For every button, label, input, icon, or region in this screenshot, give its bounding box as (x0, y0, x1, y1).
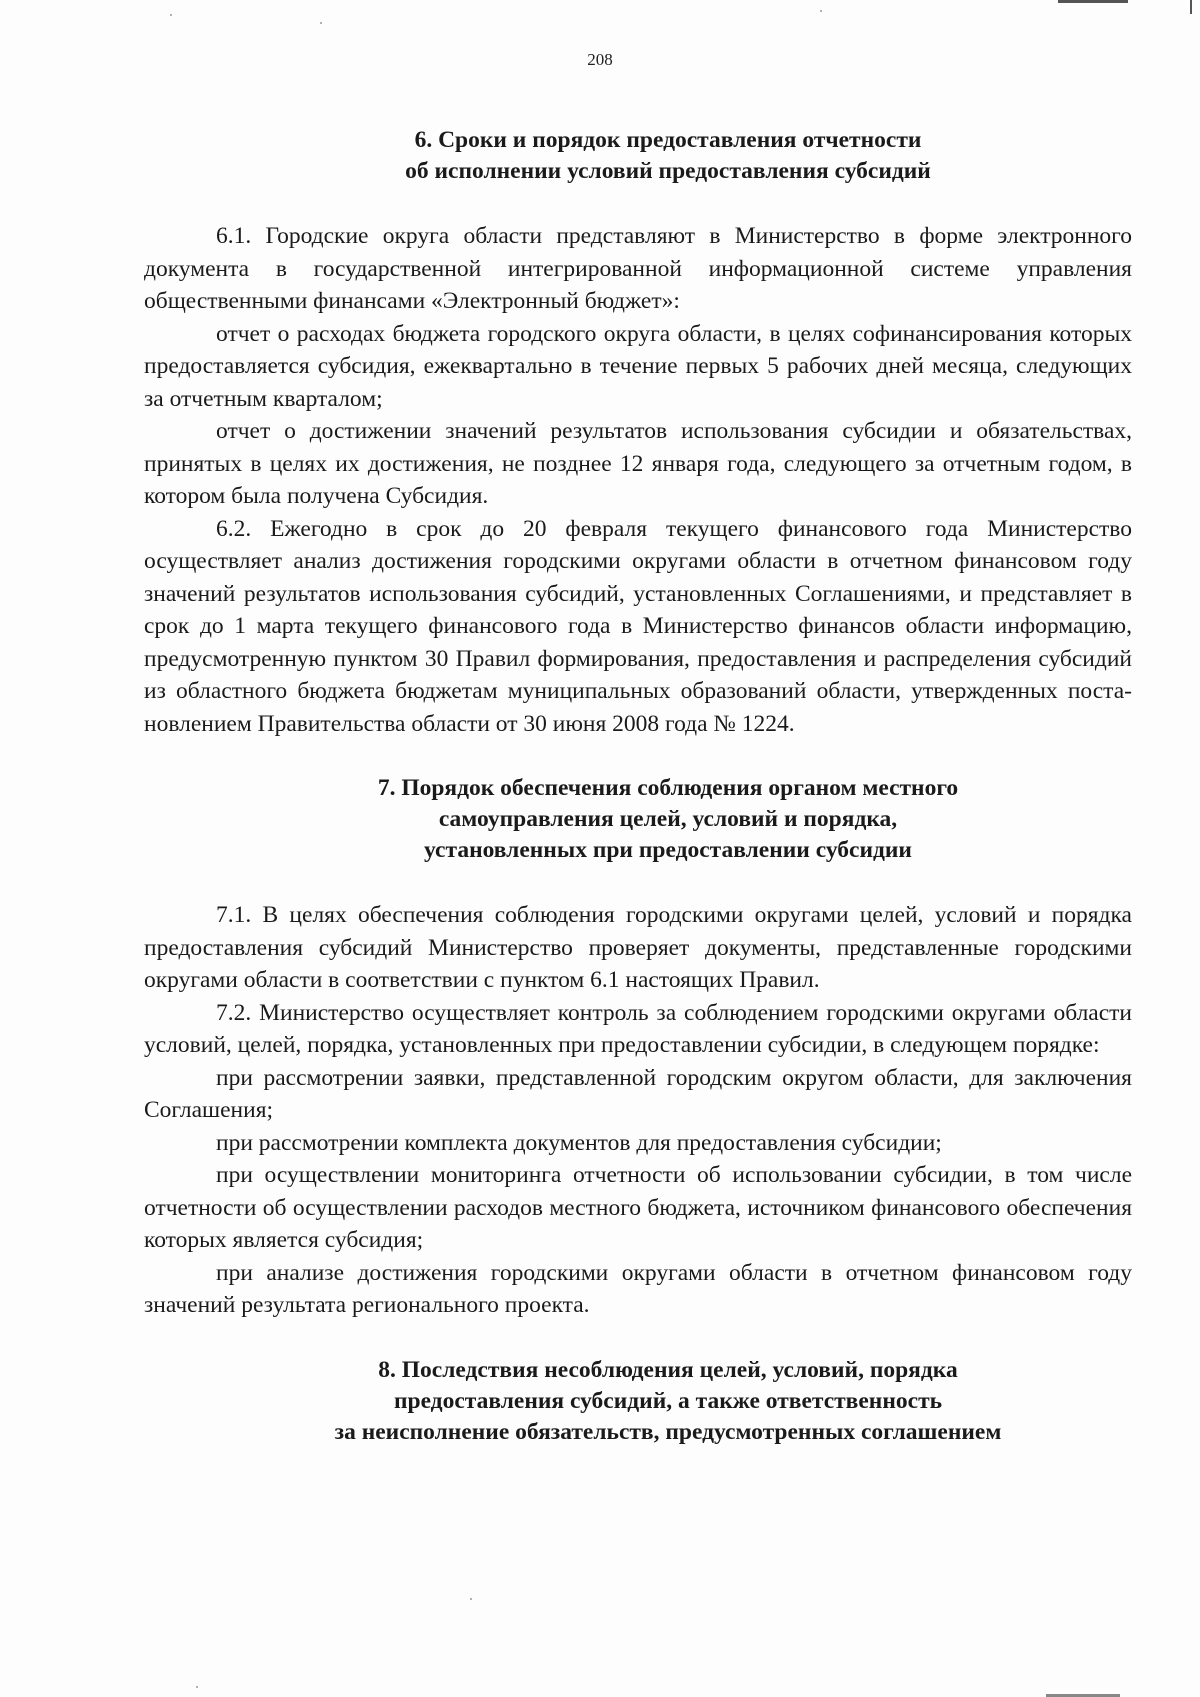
paragraph: отчет о расходах бюджета городского округа области, в целях софинансирования которых предоставляется субсидия, ежеквартально в течение первых 5 рабочих дней месяца, следующих за отчетным кварталом; (144, 320, 1132, 412)
list-item: при рассмотрении заявки, представленной городским округом области, для заключения Соглашения; (144, 1064, 1132, 1123)
paragraph: отчет о достижении значений результатов использования субсидии и обязательствах, принятых в целях их достижения, не позднее 12 января года, следующего за отчетным годом, в котором была получена Субсидия. (144, 418, 1132, 509)
heading-line: самоуправления целей, условий и порядка, (438, 806, 898, 832)
paragraph-6-1: 6.1. Городские округа области представляют в Министерство в форме электронного документа в государственной интегрированной информационной системе управления общественными финансами «Электронный бюджет»: (144, 223, 1132, 314)
scan-dot (196, 1686, 198, 1688)
scan-dot (820, 10, 822, 12)
list-item: при анализе достижения городскими округами области в отчетном финансовом году значений результата регионального проекта. (144, 1259, 1132, 1318)
scan-artifact-top-edge (1190, 0, 1192, 14)
page-number: 208 (587, 50, 613, 69)
document-body (144, 125, 1132, 1481)
list-item: при осуществлении мониторинга отчетности об использовании субсидии, в том числе отчетности об осуществлении расходов местного бюджета, источником финансового обеспечения которых является субсидия; (144, 1162, 1132, 1253)
heading-line: 7. Порядок обеспечения соблюдения органом местного (377, 775, 959, 801)
list-item: при рассмотрении комплекта документов для предоставления субсидии; (216, 1129, 942, 1156)
section-spacer (144, 740, 1132, 773)
heading-line: 8. Последствия несоблюдения целей, условий, порядка (378, 1356, 958, 1383)
scan-dot (470, 1598, 472, 1600)
paragraph-7-1: 7.1. В целях обеспечения соблюдения городскими округами целей, условий и порядка предоставления субсидий Министерство проверяет документы, представленные городскими округами области в соответствии с пунктом 6.1 настоящих Правил. (144, 902, 1132, 993)
section-7-heading (144, 773, 1132, 866)
section-6-heading (144, 125, 1132, 187)
scan-artifact-top-right (1058, 0, 1128, 3)
scan-dot (320, 22, 322, 24)
heading-line: установленных при предоставлении субсидии (424, 837, 912, 863)
scan-dot (170, 14, 172, 16)
section-spacer (144, 1322, 1132, 1355)
section-8-heading (144, 1355, 1132, 1448)
heading-line: 6. Сроки и порядок предоставления отчетности (414, 127, 922, 153)
paragraph-6-2: 6.2. Ежегодно в срок до 20 февраля текущего финансового года Министерство осуществляет анализ достижения городскими округами области в отчетном финансовом году значений результатов использования субсидий, установленных Соглашениями, и представляет в срок до 1 марта текущего финансового года в Министерство финансов области информацию, предусмотренную пунктом 30 Правил формирования, предоставления и распределения субсидий из областного бюджета бюджетам муниципальных образований области, утвержденных постановлением Правительства области от 30 июня 2008 года № 1224. (144, 515, 1132, 737)
heading-line: предоставления субсидий, а также ответственность (393, 1387, 943, 1414)
heading-line: за неисполнение обязательств, предусмотренных соглашением (334, 1418, 1002, 1445)
paragraph-7-2: 7.2. Министерство осуществляет контроль за соблюдением городскими округами области условий, целей, порядка, установленных при предоставлении субсидии, в следующем порядке: (144, 999, 1132, 1058)
heading-line: об исполнении условий предоставления субсидий (405, 158, 931, 184)
